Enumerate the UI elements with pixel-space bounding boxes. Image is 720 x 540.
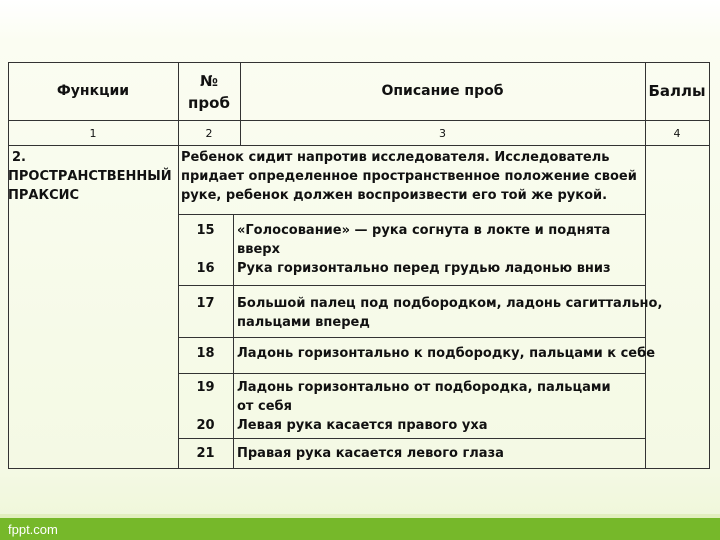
test-number-19: 19 bbox=[196, 380, 215, 395]
subtable-row-divider-17 bbox=[178, 285, 645, 286]
test-text-21: Правая рука касается левого глаза bbox=[237, 446, 504, 461]
test-number-16: 16 bbox=[196, 261, 215, 276]
test-number-17: 17 bbox=[196, 296, 215, 311]
footer-bar bbox=[0, 518, 720, 540]
subtable-row-divider-21 bbox=[178, 438, 645, 439]
table-left-border bbox=[8, 62, 9, 468]
test-text-20: Левая рука касается правого уха bbox=[237, 418, 488, 433]
header-description: Описание проб bbox=[381, 83, 504, 99]
function-number: 2. bbox=[12, 150, 26, 165]
description-intro-line3: руке, ребенок должен воспроизвести его той же рукой. bbox=[181, 188, 608, 203]
column-number-4: 4 bbox=[673, 127, 681, 140]
test-number-18: 18 bbox=[196, 346, 215, 361]
column-number-2: 2 bbox=[205, 127, 213, 140]
test-number-15: 15 bbox=[196, 223, 215, 238]
numbering-bottom-border bbox=[8, 145, 710, 146]
function-name-line1: ПРОСТРАНСТВЕННЫЙ bbox=[8, 169, 172, 184]
header-bottom-border bbox=[8, 120, 710, 121]
test-text-16: Рука горизонтально перед грудью ладонью вниз bbox=[237, 261, 611, 276]
table-bottom-border bbox=[8, 468, 710, 469]
column-number-3: 3 bbox=[439, 127, 446, 140]
test-number-20: 20 bbox=[196, 418, 215, 433]
header-functions: Функции bbox=[56, 83, 130, 99]
subtable-number-divider bbox=[233, 214, 234, 468]
test-text-17-line1: Большой палец под подбородком, ладонь сагиттально, bbox=[237, 296, 663, 311]
test-text-18: Ладонь горизонтально к подбородку, пальцами к себе bbox=[237, 346, 656, 361]
footer-brand: fppt.com bbox=[8, 522, 58, 537]
description-intro-line2: придает определенное пространственное положение своей bbox=[181, 169, 637, 184]
function-name-line2: ПРАКСИС bbox=[8, 188, 80, 203]
test-text-15-line1: «Голосование» — рука согнута в локте и поднята bbox=[237, 223, 611, 238]
test-text-19-line1: Ладонь горизонтально от подбородка, пальцами bbox=[237, 380, 611, 395]
subtable-top-border bbox=[178, 214, 645, 215]
description-intro-line1: Ребенок сидит напротив исследователя. Исследователь bbox=[181, 150, 610, 165]
subtable-row-divider-18 bbox=[178, 337, 645, 338]
header-test-number-label: проб bbox=[188, 94, 230, 112]
table-top-border bbox=[8, 62, 710, 63]
header-score: Баллы bbox=[648, 82, 706, 100]
col4-left-border bbox=[645, 62, 646, 468]
test-text-17-line2: пальцами вперед bbox=[237, 315, 370, 330]
header-test-number-symbol: № bbox=[199, 72, 219, 90]
test-text-19-line2: от себя bbox=[237, 399, 292, 414]
column-number-1: 1 bbox=[89, 127, 97, 140]
subtable-row-divider-19 bbox=[178, 373, 645, 374]
test-text-15-line2: вверх bbox=[237, 242, 280, 257]
table-right-border bbox=[709, 62, 710, 468]
test-number-21: 21 bbox=[196, 446, 215, 461]
